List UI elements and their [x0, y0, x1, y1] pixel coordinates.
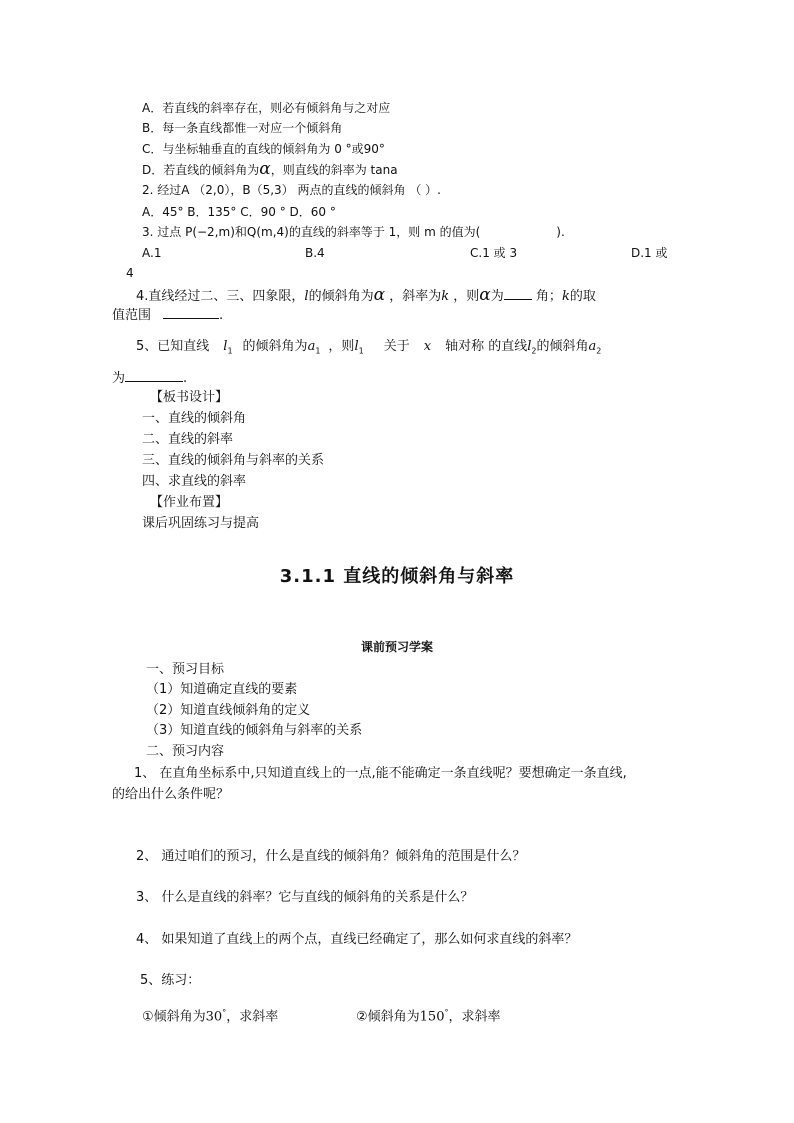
q5-line2-text: 为 [112, 371, 126, 386]
board-heading: 【板书设计】 [150, 390, 229, 405]
q5-part4: 关于 [383, 339, 410, 354]
goal-1: （1）知道确定直线的要素 [146, 682, 298, 697]
q5-a-sub: 1 [315, 346, 321, 356]
q4-part4: ，则 [453, 289, 480, 304]
q5-x: x [423, 339, 432, 354]
q5-l1-2-sub: 1 [358, 346, 364, 356]
homework-text: 课后巩固练习与提高 [142, 516, 260, 531]
exercise-1 [142, 1004, 278, 1026]
q4-part3: ，斜率为 [389, 289, 442, 304]
q3-stem-suffix: ). [556, 225, 565, 239]
q3-option-b: B.4 [305, 246, 325, 260]
q4-part1: 4.直线经过二、三、四象限， [136, 289, 305, 304]
exercise-1-val: 30 [205, 1009, 223, 1025]
q3-option-c: C.1 或 3 [470, 246, 518, 260]
preview-q5: 5、练习： [140, 973, 201, 988]
q3-option-a: A.1 [142, 246, 162, 260]
exercise-2 [356, 1004, 501, 1026]
choice-c: C．与坐标轴垂直的直线的倾斜角为 0 °或90° [142, 142, 385, 156]
preview-q2: 2、 通过咱们的预习，什么是直线的倾斜角？倾斜角的范围是什么？ [136, 849, 526, 864]
choice-d [142, 161, 398, 178]
q5-a: a [307, 339, 316, 354]
q3-stem-prefix: 3. 过点 P(−2,m)和Q(m,4)的直线的斜率等于 1，则 m 的值为( [142, 225, 481, 239]
q5-part3: ，则 [328, 339, 355, 354]
q5-l1-sub: 1 [227, 346, 233, 356]
q4-blank-1[interactable] [504, 287, 532, 300]
goal-2: （2）知道直线倾斜角的定义 [146, 703, 311, 718]
board-item-3: 三、直线的倾斜角与斜率的关系 [142, 453, 325, 468]
q2-stem: 2. 经过A （2,0），B（5,3） 两点的直线的倾斜角 （ ）. [142, 183, 441, 197]
choice-d-suffix: ，则直线的斜率为 tana [270, 163, 398, 177]
exercise-2-deg: ° [444, 1008, 449, 1017]
q5-a-2-sub: 2 [596, 346, 602, 356]
q5-line2 [112, 369, 187, 388]
section-title: 3.1.1 直线的倾斜角与斜率 [279, 566, 515, 587]
q5-l1-2: l [354, 339, 359, 354]
preview-q4: 4、 如果知道了直线上的两个点，直线已经确定了，那么如何求直线的斜率？ [136, 932, 578, 947]
q5-l1: l [223, 339, 228, 354]
section-subtitle: 课前预习学案 [360, 640, 433, 654]
exercise-1-post: ，求斜率 [226, 1009, 279, 1025]
board-item-1: 一、直线的倾斜角 [142, 411, 247, 426]
q4-part6: 角； [535, 289, 562, 304]
q3-option-d: D.1 或 [631, 246, 668, 260]
q4-line2-text: 值范围 [112, 308, 152, 323]
alpha-symbol: α [259, 159, 271, 179]
q4-alpha: α [373, 285, 386, 305]
exercise-2-post: ，求斜率 [448, 1009, 501, 1025]
q4-k: k [441, 289, 450, 304]
q4-part7: 的取 [569, 289, 596, 304]
q4-part2: 的倾斜角为 [308, 289, 374, 304]
content-heading: 二、预习内容 [146, 744, 225, 759]
q4-end: . [219, 308, 224, 323]
q4-l: l [304, 289, 309, 304]
exercise-1-deg: ° [222, 1008, 227, 1017]
q5-part1: 5、已知直线 [136, 339, 210, 354]
choice-a: A．若直线的斜率存在，则必有倾斜角与之对应 [142, 101, 391, 115]
goal-heading: 一、预习目标 [146, 662, 225, 677]
preview-q3: 3、 什么是直线的斜率？它与直线的倾斜角的关系是什么？ [136, 890, 474, 905]
goal-3: （3）知道直线的倾斜角与斜率的关系 [146, 723, 363, 738]
q5-l2-sub: 2 [531, 346, 537, 356]
preview-q1-line2: 的给出什么条件呢？ [112, 787, 230, 802]
q4-k-2: k [561, 289, 570, 304]
q4-line2 [112, 306, 223, 325]
q5-part5: 轴对称 的直线 [445, 339, 528, 354]
q3-option-d-cont: 4 [126, 266, 134, 280]
preview-q1-line1: 1、 在直角坐标系中,只知道直线上的一点,能不能确定一条直线呢？要想确定一条直线, [134, 766, 627, 781]
q4-blank-2[interactable] [163, 306, 219, 319]
q2-options: A．45° B．135° C．90 ° D．60 ° [142, 205, 336, 219]
choice-d-prefix: D．若直线的倾斜角为 [142, 163, 260, 177]
q5-line1 [136, 338, 601, 361]
q4-line1 [136, 286, 596, 306]
exercise-1-pre: ①倾斜角为 [142, 1009, 206, 1025]
q5-l2: l [527, 339, 532, 354]
q5-a-2: a [588, 339, 597, 354]
choice-b: B．每一条直线都惟一对应一个倾斜角 [142, 121, 343, 135]
q4-alpha-2: α [479, 285, 491, 305]
q5-end: . [183, 371, 188, 386]
homework-heading: 【作业布置】 [150, 495, 229, 510]
q5-part6: 的倾斜角 [536, 339, 589, 354]
exercise-2-pre: ②倾斜角为 [356, 1009, 420, 1025]
board-item-2: 二、直线的斜率 [142, 432, 234, 447]
q4-part5: 为 [490, 289, 504, 304]
q5-part2: 的倾斜角为 [242, 339, 308, 354]
q3-stem [142, 224, 565, 240]
exercise-2-val: 150 [419, 1009, 445, 1025]
q5-blank[interactable] [125, 369, 183, 382]
board-item-4: 四、求直线的斜率 [142, 474, 247, 489]
